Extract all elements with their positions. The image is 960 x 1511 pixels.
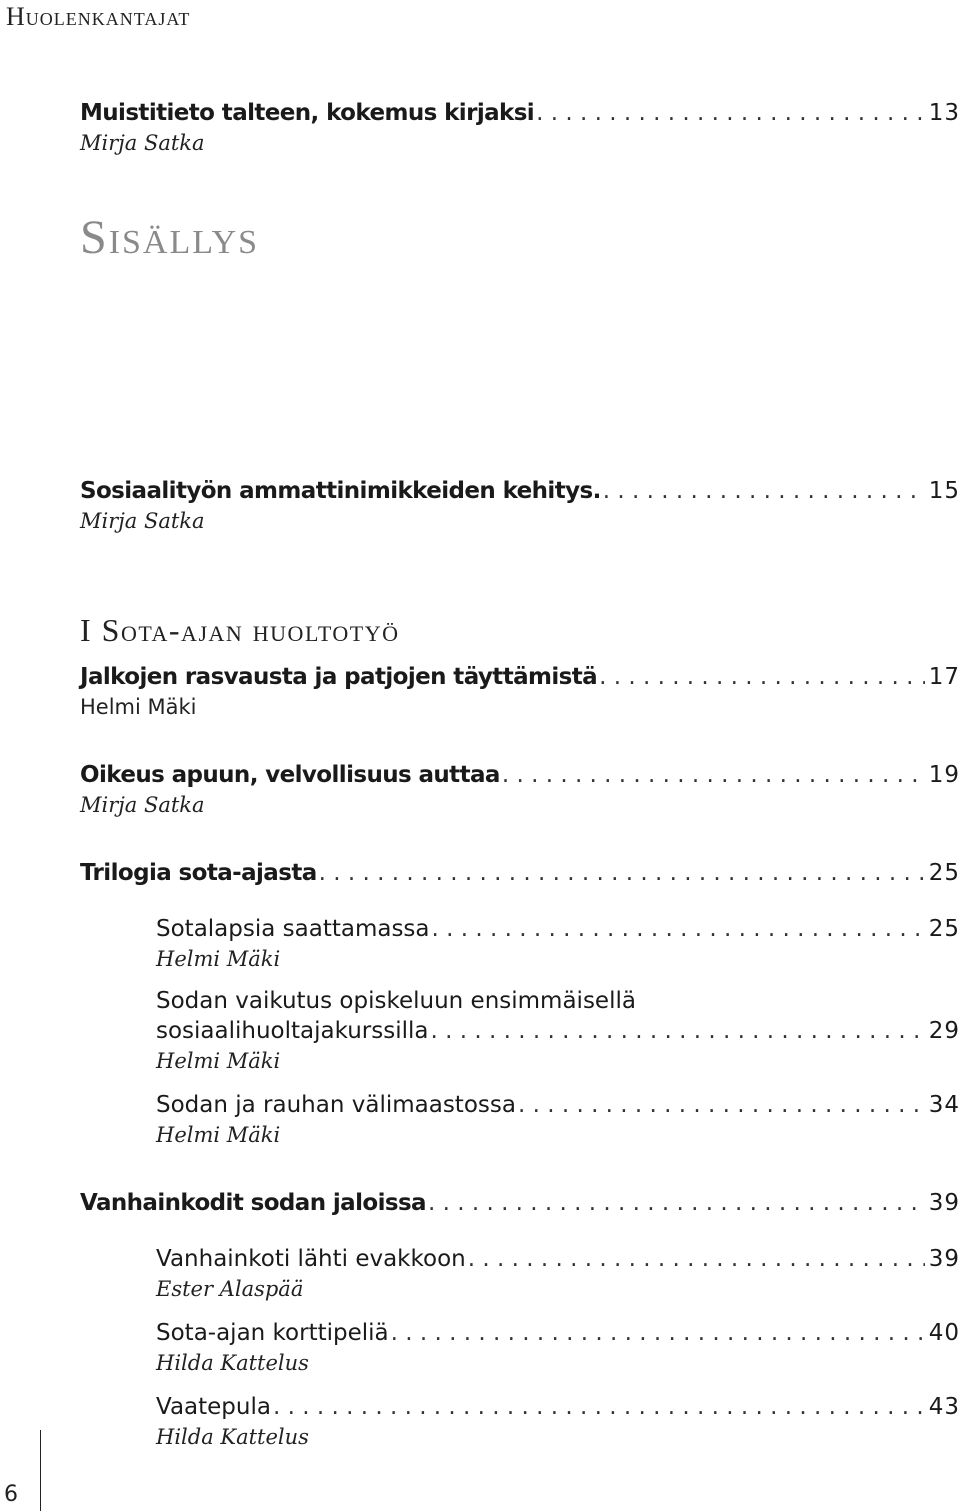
- toc-title: Vaatepula: [156, 1394, 271, 1420]
- toc-line: [80, 1188, 960, 1218]
- toc-author: Mirja Satka: [80, 131, 205, 155]
- toc-author: Helmi Mäki: [156, 1123, 281, 1147]
- toc-title: Sota-ajan korttipeliä: [156, 1320, 389, 1346]
- toc-entry[interactable]: [80, 858, 960, 888]
- toc-subentry[interactable]: [156, 986, 960, 1076]
- toc-line: [80, 476, 960, 506]
- toc-page: 29: [928, 1018, 960, 1044]
- toc-title: Sodan ja rauhan välimaastossa: [156, 1092, 516, 1118]
- toc-title: sosiaalihuoltajakurssilla: [156, 1018, 429, 1044]
- toc-title-line1: Sodan vaikutus opiskeluun ensimmäisellä: [156, 988, 636, 1014]
- toc-entry[interactable]: [80, 1188, 960, 1218]
- dot-leader: [428, 1188, 925, 1218]
- toc-line: [80, 858, 960, 888]
- toc-subentry[interactable]: [156, 1392, 960, 1452]
- dot-leader: [518, 1090, 925, 1120]
- dot-leader: [319, 858, 925, 888]
- running-header: Huolenkantajat: [6, 2, 191, 31]
- toc-title: Oikeus apuun, velvollisuus auttaa: [80, 762, 500, 788]
- toc-author: Helmi Mäki: [80, 695, 197, 719]
- toc-line: [156, 1392, 960, 1422]
- toc-title: Sosiaalityön ammattinimikkeiden kehitys.: [80, 478, 601, 504]
- dot-leader: [599, 662, 925, 692]
- toc-line: [80, 760, 960, 790]
- toc-page: 15: [928, 478, 960, 504]
- toc-subentry[interactable]: [156, 1090, 960, 1150]
- toc-author: Hilda Kattelus: [156, 1425, 309, 1449]
- toc-author: Ester Alaspää: [156, 1277, 304, 1301]
- toc-line: [156, 1090, 960, 1120]
- toc-author: Mirja Satka: [80, 509, 205, 533]
- toc-entry[interactable]: [80, 760, 960, 820]
- toc-title: Sotalapsia saattamassa: [156, 916, 430, 942]
- dot-leader: [431, 1016, 925, 1046]
- toc-page: 39: [928, 1190, 960, 1216]
- toc-line: [80, 662, 960, 692]
- toc-page: 39: [928, 1246, 960, 1272]
- toc-entry[interactable]: [80, 476, 960, 536]
- dot-leader: [432, 914, 925, 944]
- toc-line: [156, 914, 960, 944]
- toc-page: 34: [928, 1092, 960, 1118]
- toc-title: Muistitieto talteen, kokemus kirjaksi: [80, 100, 535, 126]
- dot-leader: [502, 760, 925, 790]
- toc-subentry[interactable]: [156, 1318, 960, 1378]
- toc-author: Mirja Satka: [80, 793, 205, 817]
- toc-line: [156, 1016, 960, 1046]
- toc-page: 17: [928, 664, 960, 690]
- toc-page: 40: [928, 1320, 960, 1346]
- toc-author: Helmi Mäki: [156, 947, 281, 971]
- toc-subentry[interactable]: [156, 914, 960, 974]
- section-heading: I Sota-ajan huoltotyö: [80, 612, 400, 648]
- toc-entry[interactable]: [80, 662, 960, 722]
- margin-rule: [40, 1430, 41, 1511]
- toc-line: [80, 98, 960, 128]
- dot-leader: [536, 98, 925, 128]
- toc-line: [156, 1318, 960, 1348]
- toc-title: Jalkojen rasvausta ja patjojen täyttämistä: [80, 664, 598, 690]
- dot-leader: [273, 1392, 925, 1422]
- toc-author: Hilda Kattelus: [156, 1351, 309, 1375]
- toc-entry[interactable]: [80, 98, 960, 158]
- toc-page: 25: [928, 860, 960, 886]
- toc-title: Trilogia sota-ajasta: [80, 860, 317, 886]
- toc-author: Helmi Mäki: [156, 1049, 281, 1073]
- toc-page: 43: [928, 1394, 960, 1420]
- dot-leader: [391, 1318, 925, 1348]
- toc-line: [156, 1244, 960, 1274]
- dot-leader: [468, 1244, 925, 1274]
- page-title: Sisällys: [80, 211, 260, 264]
- toc-title: Vanhainkodit sodan jaloissa: [80, 1190, 426, 1216]
- dot-leader: [603, 476, 925, 506]
- toc-page: 25: [928, 916, 960, 942]
- toc-page: 13: [928, 100, 960, 126]
- toc-title: Vanhainkoti lähti evakkoon: [156, 1246, 466, 1272]
- page-number: 6: [4, 1482, 18, 1507]
- toc-page: 19: [928, 762, 960, 788]
- toc-subentry[interactable]: [156, 1244, 960, 1304]
